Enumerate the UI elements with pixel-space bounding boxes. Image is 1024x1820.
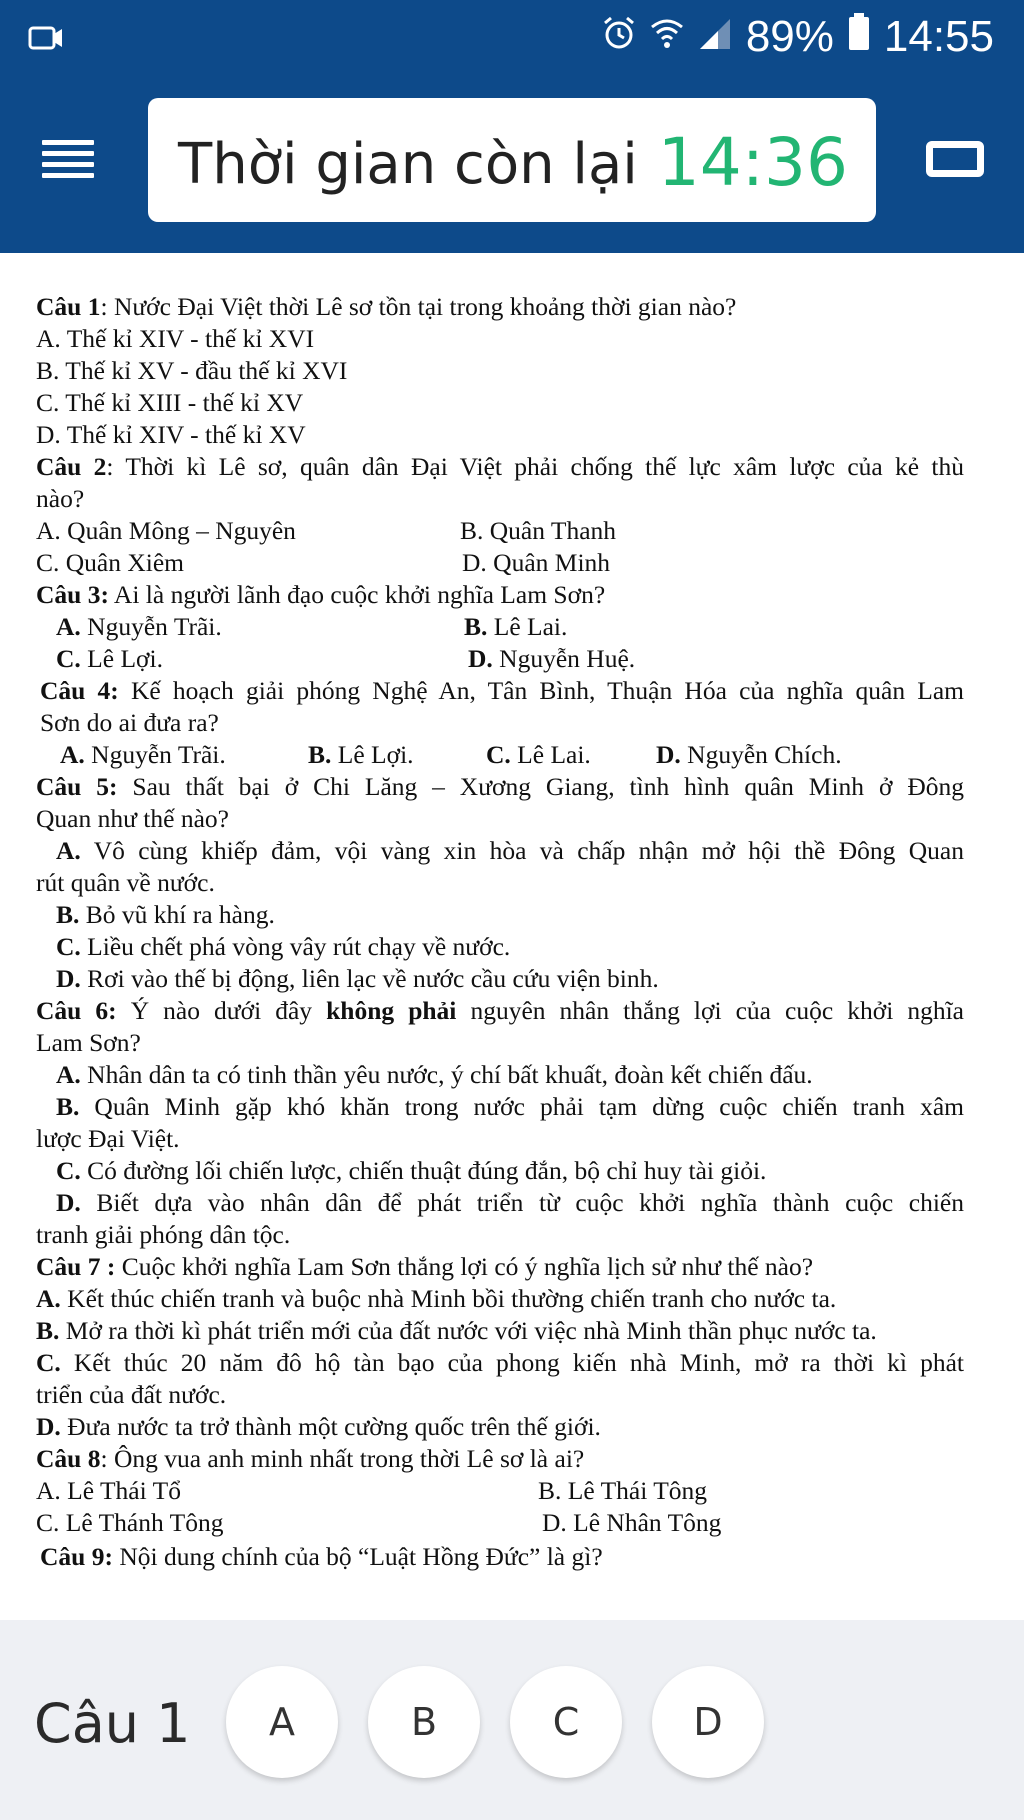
clock-time: 14:55	[883, 12, 994, 61]
q3-option-d: D. Nguyễn Huệ.	[468, 644, 636, 673]
q7-option-c: C. Kết thúc 20 năm đô hộ tàn bạo của phong kiến nhà Minh, mở ra thời kì phát	[36, 1348, 964, 1377]
timer-value: 14:36	[657, 124, 848, 201]
q7-option-a: A. Kết thúc chiến tranh và buộc nhà Minh bồi thường chiến tranh cho nước ta.	[36, 1284, 837, 1313]
q5-option-d: D. Rơi vào thế bị động, liên lạc về nước cầu cứu viện binh.	[56, 964, 659, 993]
question-3: Câu 3: Ai là người lãnh đạo cuộc khởi nghĩa Lam Sơn?	[36, 580, 606, 609]
q6-option-c: C. Có đường lối chiến lược, chiến thuật đúng đắn, bộ chỉ huy tài giỏi.	[56, 1156, 767, 1185]
q5-option-b: B. Bỏ vũ khí ra hàng.	[56, 900, 275, 929]
question-6: Câu 6: Ý nào dưới đây không phải nguyên nhân thắng lợi của cuộc khởi nghĩa	[36, 996, 964, 1025]
app-header	[0, 75, 1024, 253]
q1-option-b: B. Thế kỉ XV - đầu thế kỉ XVI	[36, 356, 348, 385]
battery-icon	[848, 12, 870, 62]
current-question-label: Câu 1	[34, 1692, 191, 1755]
q8-option-b: B. Lê Thái Tông	[538, 1476, 708, 1505]
q5-option-a-cont: rút quân về nước.	[36, 868, 215, 897]
timer-label: Thời gian còn lại	[178, 132, 638, 197]
q6-option-b-cont: lược Đại Việt.	[36, 1124, 180, 1153]
menu-icon[interactable]	[42, 140, 94, 188]
q2-option-a: A. Quân Mông – Nguyên	[36, 516, 296, 545]
q2-option-c: C. Quân Xiêm	[36, 548, 185, 577]
answer-button-b[interactable]: B	[368, 1666, 480, 1778]
q3-option-b: B. Lê Lai.	[464, 612, 568, 641]
answer-button-c[interactable]: C	[510, 1666, 622, 1778]
question-5: Câu 5: Sau thất bại ở Chi Lăng – Xương Giang, tình hình quân Minh ở Đông	[36, 772, 964, 801]
q1-option-d: D. Thế kỉ XIV - thế kỉ XV	[36, 420, 306, 449]
q8-option-a: A. Lê Thái Tổ	[36, 1476, 181, 1505]
q2-option-d: D. Quân Minh	[462, 548, 611, 577]
q4-option-b: B. Lê Lợi.	[308, 740, 414, 769]
q1-option-c: C. Thế kỉ XIII - thế kỉ XV	[36, 388, 304, 417]
question-4: Câu 4: Kế hoạch giải phóng Nghệ An, Tân Bình, Thuận Hóa của nghĩa quân Lam	[40, 676, 964, 705]
question-5-cont: Quan như thế nào?	[36, 804, 229, 833]
q4-option-a: A. Nguyễn Trãi.	[60, 740, 226, 769]
q6-option-a: A. Nhân dân ta có tinh thần yêu nước, ý chí bất khuất, đoàn kết chiến đấu.	[56, 1060, 813, 1089]
q3-option-a: A. Nguyễn Trãi.	[56, 612, 222, 641]
q7-option-c-cont: triển của đất nước.	[36, 1380, 227, 1409]
q6-option-d-cont: tranh giải phóng dân tộc.	[36, 1220, 291, 1249]
q6-option-b: B. Quân Minh gặp khó khăn trong nước phải tạm dừng cuộc chiến tranh xâm	[56, 1092, 964, 1121]
timer-box	[148, 98, 876, 222]
q4-option-c: C. Lê Lai.	[486, 740, 591, 769]
answer-button-d[interactable]: D	[652, 1666, 764, 1778]
q4-option-d: D. Nguyễn Chích.	[656, 740, 842, 769]
question-9: Câu 9: Nội dung chính của bộ “Luật Hồng Đức” là gì?	[40, 1542, 603, 1571]
signal-icon	[698, 12, 732, 62]
q5-option-a: A. Vô cùng khiếp đảm, vội vàng xin hòa và chấp nhận mở hội thề Đông Quan	[56, 836, 964, 865]
fullscreen-icon[interactable]	[926, 141, 984, 177]
answer-button-a[interactable]: A	[226, 1666, 338, 1778]
question-8: Câu 8: Ông vua anh minh nhất trong thời Lê sơ là ai?	[36, 1444, 585, 1473]
q8-option-c: C. Lê Thánh Tông	[36, 1508, 224, 1537]
q1-option-a: A. Thế kỉ XIV - thế kỉ XVI	[36, 324, 315, 353]
video-camera-icon	[28, 20, 64, 56]
alarm-icon	[602, 12, 636, 62]
battery-percent: 89%	[745, 12, 834, 61]
question-1: Câu 1: Nước Đại Việt thời Lê sơ tồn tại trong khoảng thời gian nào?	[36, 292, 737, 321]
wifi-icon	[650, 12, 684, 62]
q6-option-d: D. Biết dựa vào nhân dân để phát triển từ cuộc khởi nghĩa thành cuộc chiến	[56, 1188, 964, 1217]
question-7: Câu 7 : Cuộc khởi nghĩa Lam Sơn thắng lợi có ý nghĩa lịch sử như thế nào?	[36, 1252, 814, 1281]
q3-option-c: C. Lê Lợi.	[56, 644, 163, 673]
question-2: Câu 2: Thời kì Lê sơ, quân dân Đại Việt phải chống thế lực xâm lược của kẻ thù	[36, 452, 964, 481]
question-6-cont: Lam Sơn?	[36, 1028, 141, 1057]
question-4-cont: Sơn do ai đưa ra?	[40, 708, 219, 737]
status-bar	[0, 0, 1024, 75]
q7-option-b: B. Mở ra thời kì phát triển mới của đất nước với việc nhà Minh thần phục nước ta.	[36, 1316, 877, 1345]
answer-bar	[0, 1620, 1024, 1820]
q7-option-d: D. Đưa nước ta trở thành một cường quốc trên thế giới.	[36, 1412, 601, 1441]
q2-option-b: B. Quân Thanh	[460, 516, 617, 545]
question-2-cont: nào?	[36, 484, 85, 513]
q8-option-d: D. Lê Nhân Tông	[542, 1508, 722, 1537]
q5-option-c: C. Liều chết phá vòng vây rút chạy về nước.	[56, 932, 511, 961]
